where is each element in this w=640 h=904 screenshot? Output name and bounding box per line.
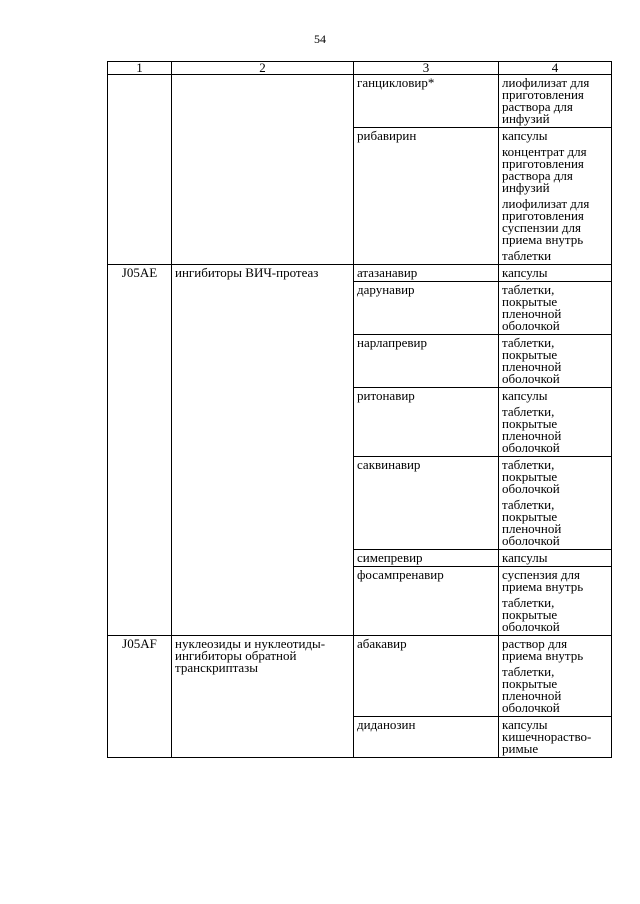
column-header-1: 1 <box>108 62 172 75</box>
drug-group-cell <box>172 75 354 265</box>
dosage-form-line: инфузий <box>502 111 550 126</box>
drug-name-cell: фосампренавир <box>354 567 499 636</box>
dosage-form-line: оболочкой <box>502 481 560 496</box>
column-header-4: 4 <box>499 62 612 75</box>
dosage-form-line: концентрат для <box>502 144 587 159</box>
dosage-form-line: таблетки, <box>502 595 555 610</box>
dosage-form-item <box>502 638 608 662</box>
dosage-form-cell <box>499 75 612 128</box>
dosage-form-line: таблетки, <box>502 664 555 679</box>
dosage-form-item <box>502 337 608 385</box>
dosage-form-line: оболочкой <box>502 533 560 548</box>
dosage-form-line: капсулы <box>502 388 548 403</box>
dosage-form-item <box>502 597 608 633</box>
dosage-form-line: капсулы <box>502 265 548 280</box>
medication-table <box>107 61 612 758</box>
dosage-form-line: таблетки <box>502 248 552 263</box>
dosage-form-line: приготовления <box>502 87 584 102</box>
dosage-form-line: раствора для <box>502 99 573 114</box>
dosage-form-item <box>502 569 608 593</box>
drug-name-cell: дарунавир <box>354 282 499 335</box>
dosage-form-cell <box>499 388 612 457</box>
dosage-form-line: капсулы <box>502 128 548 143</box>
dosage-form-line: оболочкой <box>502 318 560 333</box>
dosage-form-cell <box>499 636 612 717</box>
dosage-form-line: суспензии для <box>502 220 581 235</box>
dosage-form-line: пленочной <box>502 428 562 443</box>
dosage-form-cell <box>499 282 612 335</box>
dosage-form-line: приема внутрь <box>502 579 584 594</box>
dosage-form-line: пленочной <box>502 688 562 703</box>
dosage-form-item <box>502 130 608 142</box>
dosage-form-item <box>502 267 608 279</box>
dosage-form-item <box>502 250 608 262</box>
dosage-form-line: пленочной <box>502 306 562 321</box>
dosage-form-item <box>502 459 608 495</box>
drug-name-cell: симепревир <box>354 550 499 567</box>
drug-name-cell: рибавирин <box>354 128 499 265</box>
atc-code-cell <box>108 75 172 265</box>
dosage-form-line: капсулы <box>502 550 548 565</box>
dosage-form-line: приема внутрь <box>502 232 584 247</box>
dosage-form-line: пленочной <box>502 359 562 374</box>
dosage-form-line: оболочкой <box>502 700 560 715</box>
dosage-form-line: покрытые <box>502 607 558 622</box>
dosage-form-item <box>502 666 608 714</box>
dosage-form-line: покрытые <box>502 469 558 484</box>
column-number-row <box>108 62 612 75</box>
dosage-form-line: раствора для <box>502 168 573 183</box>
dosage-form-line: римые <box>502 741 539 756</box>
dosage-form-item <box>502 284 608 332</box>
column-header-3: 3 <box>354 62 499 75</box>
dosage-form-item <box>502 552 608 564</box>
table-row <box>108 636 612 717</box>
dosage-form-cell <box>499 335 612 388</box>
atc-code-cell: J05AF <box>108 636 172 758</box>
dosage-form-line: пленочной <box>502 521 562 536</box>
dosage-form-line: лиофилизат для <box>502 75 590 90</box>
dosage-form-line: таблетки, <box>502 497 555 512</box>
dosage-form-item <box>502 406 608 454</box>
dosage-form-line: таблетки, <box>502 282 555 297</box>
dosage-form-cell <box>499 717 612 758</box>
drug-name-cell: абакавир <box>354 636 499 717</box>
dosage-form-line: покрытые <box>502 676 558 691</box>
dosage-form-item <box>502 719 608 755</box>
dosage-form-item <box>502 146 608 194</box>
dosage-form-item <box>502 198 608 246</box>
dosage-form-cell <box>499 128 612 265</box>
dosage-form-item <box>502 77 608 125</box>
dosage-form-line: оболочкой <box>502 440 560 455</box>
dosage-form-line: приема внутрь <box>502 648 584 663</box>
drug-name-cell: ганцикловир* <box>354 75 499 128</box>
table-body <box>108 75 612 758</box>
dosage-form-line: оболочкой <box>502 619 560 634</box>
dosage-form-line: покрытые <box>502 509 558 524</box>
drug-group-cell: ингибиторы ВИЧ-протеаз <box>172 265 354 636</box>
table-row <box>108 75 612 128</box>
dosage-form-line: раствор для <box>502 636 568 651</box>
dosage-form-line: таблетки, <box>502 404 555 419</box>
dosage-form-line: оболочкой <box>502 371 560 386</box>
dosage-form-item <box>502 499 608 547</box>
dosage-form-line: таблетки, <box>502 457 555 472</box>
dosage-form-line: кишечнораство- <box>502 729 592 744</box>
dosage-form-cell <box>499 567 612 636</box>
dosage-form-line: покрытые <box>502 294 558 309</box>
page-number: 54 <box>314 32 326 46</box>
atc-code-cell: J05AE <box>108 265 172 636</box>
dosage-form-item <box>502 390 608 402</box>
column-header-2: 2 <box>172 62 354 75</box>
drug-name-cell: ритонавир <box>354 388 499 457</box>
dosage-form-line: суспензия для <box>502 567 580 582</box>
drug-name-cell: нарлапревир <box>354 335 499 388</box>
dosage-form-cell <box>499 457 612 550</box>
table-row <box>108 265 612 282</box>
dosage-form-line: приготовления <box>502 208 584 223</box>
dosage-form-cell <box>499 550 612 567</box>
dosage-form-line: покрытые <box>502 416 558 431</box>
dosage-form-line: капсулы <box>502 717 548 732</box>
drug-name-cell: атазанавир <box>354 265 499 282</box>
dosage-form-line: покрытые <box>502 347 558 362</box>
dosage-form-line: лиофилизат для <box>502 196 590 211</box>
drug-group-cell: нуклеозиды и нуклеотиды-ингибиторы обратной транскриптазы <box>172 636 354 758</box>
dosage-form-line: таблетки, <box>502 335 555 350</box>
drug-name-cell: диданозин <box>354 717 499 758</box>
dosage-form-cell <box>499 265 612 282</box>
dosage-form-line: инфузий <box>502 180 550 195</box>
dosage-form-line: приготовления <box>502 156 584 171</box>
drug-name-cell: саквинавир <box>354 457 499 550</box>
